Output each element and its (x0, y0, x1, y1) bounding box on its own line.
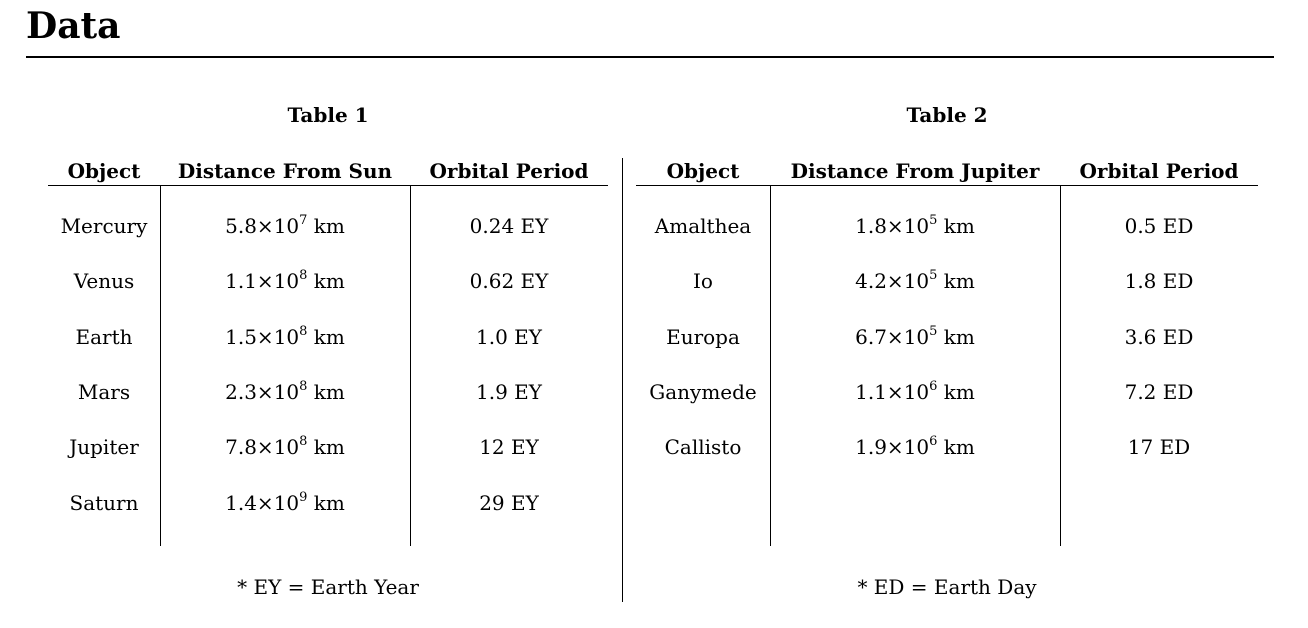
cell-distance: $1.1\times 10^6$ km (855, 379, 975, 404)
cell-object: Amalthea (654, 214, 752, 238)
column-header-object: Object (666, 159, 740, 183)
cell-distance: $1.5\times 10^8$ km (225, 324, 345, 349)
table-footnote: * EY = Earth Year (237, 575, 419, 599)
cell-object: Saturn (69, 491, 139, 515)
cell-period: 1.8 ED (1124, 269, 1194, 293)
cell-period: 7.2 ED (1124, 380, 1194, 404)
page-title: Data (26, 5, 121, 47)
column-header-distance: Distance From Jupiter (790, 159, 1040, 183)
column-header-period: Orbital Period (1079, 159, 1239, 183)
cell-period: 0.24 EY (469, 214, 549, 238)
cell-object: Mercury (60, 214, 148, 238)
table-caption: Table 1 (287, 103, 369, 127)
cell-object: Earth (75, 325, 133, 349)
cell-object: Ganymede (649, 380, 757, 404)
table-caption: Table 2 (906, 103, 988, 127)
cell-period: 0.62 EY (469, 269, 549, 293)
table-footnote: * ED = Earth Day (857, 575, 1037, 599)
cell-period: 1.9 EY (476, 380, 542, 404)
cell-object: Callisto (664, 435, 742, 459)
cell-object: Venus (73, 269, 135, 293)
cell-period: 3.6 ED (1124, 325, 1194, 349)
header-rule (636, 185, 1258, 186)
cell-distance: $1.1\times 10^8$ km (225, 268, 345, 293)
cell-distance: $1.4\times 10^9$ km (225, 490, 345, 515)
cell-distance: $6.7\times 10^5$ km (855, 324, 975, 349)
cell-object: Io (693, 269, 713, 293)
cell-period: 17 ED (1127, 435, 1191, 459)
cell-distance: $1.8\times 10^5$ km (855, 213, 975, 238)
cell-period: 29 EY (479, 491, 539, 515)
cell-object: Jupiter (69, 435, 139, 459)
table-divider (622, 158, 623, 602)
title-rule (26, 56, 1274, 58)
column-header-object: Object (67, 159, 141, 183)
cell-distance: $2.3\times 10^8$ km (225, 379, 345, 404)
cell-period: 1.0 EY (476, 325, 542, 349)
cell-object: Mars (77, 380, 131, 404)
cell-distance: $7.8\times 10^8$ km (225, 434, 345, 459)
cell-period: 0.5 ED (1124, 214, 1194, 238)
cell-distance: $1.9\times 10^6$ km (855, 434, 975, 459)
column-header-distance: Distance From Sun (177, 159, 393, 183)
cell-object: Europa (666, 325, 740, 349)
header-rule (48, 185, 608, 186)
cell-period: 12 EY (479, 435, 539, 459)
column-header-period: Orbital Period (429, 159, 589, 183)
cell-distance: $4.2\times 10^5$ km (855, 268, 975, 293)
cell-distance: $5.8\times 10^7$ km (225, 213, 345, 238)
